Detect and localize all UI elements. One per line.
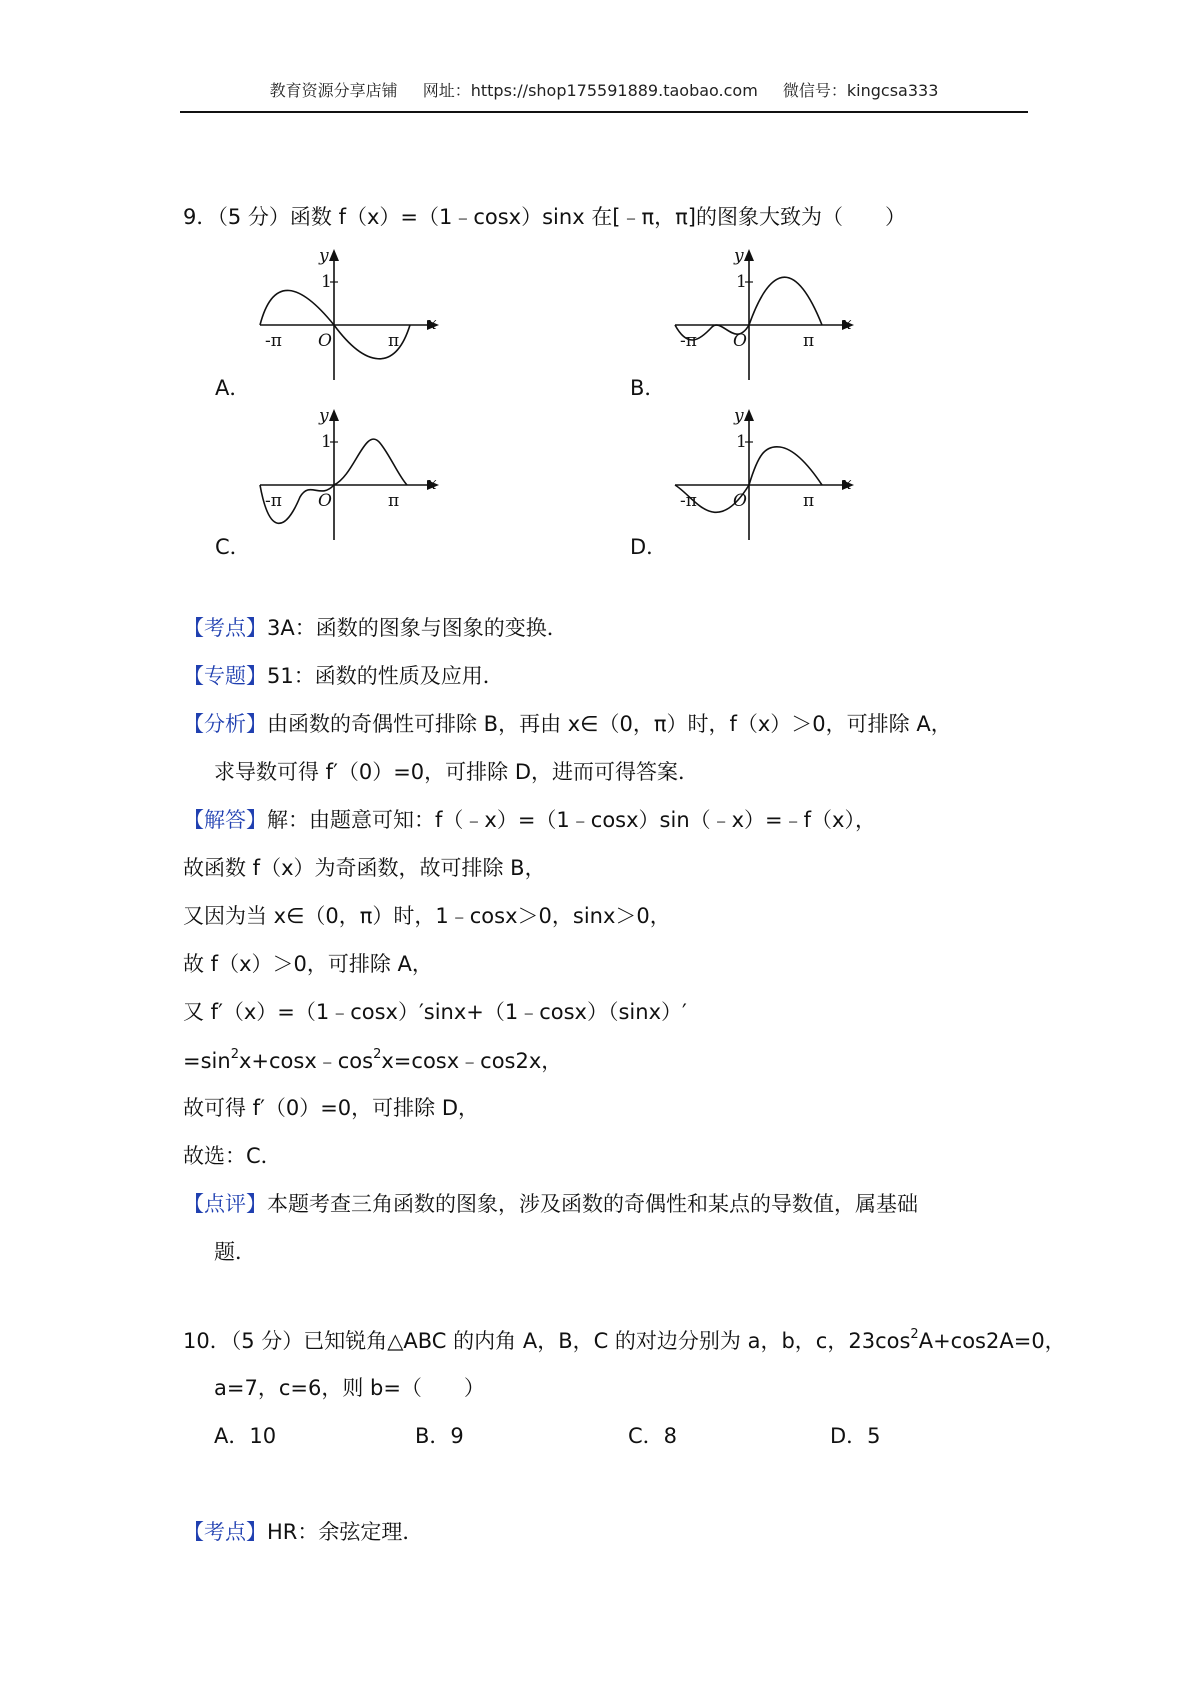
x-axis-label: x xyxy=(842,314,852,334)
q10-option-d[interactable]: D．5 xyxy=(830,1424,881,1448)
x-axis-label: x xyxy=(427,314,437,334)
q10-option-a[interactable]: A．10 xyxy=(214,1424,277,1448)
option-a-label[interactable]: A． xyxy=(215,376,251,400)
wechat-id: 微信号：kingcsa333 xyxy=(782,81,939,100)
option-c-label[interactable]: C． xyxy=(215,535,251,559)
option-d-label[interactable]: D． xyxy=(630,535,668,559)
x-axis-label: x xyxy=(427,474,437,494)
fenxi-text-2: 求导数可得 f′（0）=0，可排除 D，进而可得答案． xyxy=(214,760,699,784)
origin-label: O xyxy=(318,491,332,511)
x-tick-neg-pi: -π xyxy=(680,491,697,511)
y-tick-one: 1 xyxy=(321,272,332,292)
x-tick-pi: π xyxy=(803,331,815,351)
y-axis-label: y xyxy=(319,406,329,426)
solution-line-7: 故可得 f′（0）=0，可排除 D， xyxy=(183,1096,479,1120)
jieda-row xyxy=(183,810,876,831)
kaodian-tag: 【考点】 xyxy=(183,616,267,640)
q10-kaodian-row xyxy=(183,1522,423,1543)
x-tick-neg-pi: -π xyxy=(265,331,282,351)
fenxi-text-1: 由函数的奇偶性可排除 B，再由 x∈（0，π）时，f（x）＞0，可排除 A， xyxy=(267,712,952,736)
question-10-stem-part-b: A+cos2A=0， xyxy=(918,1329,1066,1353)
question-10-stem-part-a: 10．（5 分）已知锐角△ABC 的内角 A，B，C 的对边分别为 a，b，c，23cos xyxy=(183,1329,911,1353)
x-tick-pi: π xyxy=(388,331,400,351)
kaodian-text: 3A：函数的图象与图象的变换． xyxy=(267,616,568,640)
graph-option-d xyxy=(670,405,860,545)
q10-kaodian-text: HR：余弦定理． xyxy=(267,1520,424,1544)
solution-line-3: 又因为当 x∈（0，π）时，1﹣cosx＞0，sinx＞0， xyxy=(183,904,671,928)
origin-label: O xyxy=(318,331,332,351)
solution-line-4: 故 f（x）＞0，可排除 A， xyxy=(183,952,433,976)
graph-option-c xyxy=(255,405,445,545)
y-tick-one: 1 xyxy=(736,432,747,452)
kaodian-row xyxy=(183,618,568,639)
solution-line-5: 又 f′（x）=（1﹣cosx）′sinx+（1﹣cosx）（sinx）′ xyxy=(183,1000,687,1024)
x-axis-label: x xyxy=(842,474,852,494)
fenxi-tag: 【分析】 xyxy=(183,712,267,736)
shop-url[interactable]: 网址：https://shop175591889.taobao.com xyxy=(422,81,758,100)
y-axis-label: y xyxy=(319,246,329,266)
solution-line-6-part-a: =sin xyxy=(183,1049,231,1073)
zhuanti-text: 51：函数的性质及应用． xyxy=(267,664,504,688)
graph-option-b xyxy=(670,245,860,385)
dianping-text-1: 本题考查三角函数的图象，涉及函数的奇偶性和某点的导数值，属基础 xyxy=(267,1192,918,1216)
solution-line-2: 故函数 f（x）为奇函数，故可排除 B， xyxy=(183,856,546,880)
x-tick-pi: π xyxy=(803,491,815,511)
zhuanti-row xyxy=(183,666,504,687)
y-tick-one: 1 xyxy=(321,432,332,452)
exponent-1: 2 xyxy=(230,1047,239,1062)
dianping-tag: 【点评】 xyxy=(183,1192,267,1216)
header-divider xyxy=(180,111,1028,113)
fenxi-row xyxy=(183,714,952,735)
y-axis-label: y xyxy=(734,246,744,266)
origin-label: O xyxy=(733,331,747,351)
question-10-stem-line-2: a=7，c=6，则 b=（ ） xyxy=(214,1376,485,1400)
solution-line-6-part-c: x=cosx﹣cos2x， xyxy=(381,1049,563,1073)
y-axis-label: y xyxy=(734,406,744,426)
q10-option-b[interactable]: B．9 xyxy=(415,1424,464,1448)
shop-name: 教育资源分享店铺 xyxy=(269,81,398,100)
solution-line-6-part-b: x+cosx﹣cos xyxy=(238,1049,374,1073)
x-tick-pi: π xyxy=(388,491,400,511)
origin-label: O xyxy=(733,491,747,511)
zhuanti-tag: 【专题】 xyxy=(183,664,267,688)
q10-kaodian-tag: 【考点】 xyxy=(183,1520,267,1544)
jieda-text-1: 解：由题意可知：f（﹣x）=（1﹣cosx）sin（﹣x）=﹣f（x）， xyxy=(267,808,876,832)
solution-line-8: 故选：C． xyxy=(183,1144,282,1168)
question-9-stem: 9．（5 分）函数 f（x）=（1﹣cosx）sinx 在[﹣π，π]的图象大致为（ ） xyxy=(183,205,906,229)
dianping-text-2: 题． xyxy=(214,1240,256,1264)
x-tick-neg-pi: -π xyxy=(680,331,697,351)
graph-option-a xyxy=(255,245,445,385)
solution-line-6 xyxy=(183,1047,563,1073)
page-header xyxy=(180,78,1028,101)
q10-option-c[interactable]: C．8 xyxy=(628,1424,678,1448)
option-b-label[interactable]: B． xyxy=(630,376,666,400)
exponent-q10: 2 xyxy=(910,1327,919,1342)
y-tick-one: 1 xyxy=(736,272,747,292)
x-tick-neg-pi: -π xyxy=(265,491,282,511)
dianping-row xyxy=(183,1194,918,1215)
jieda-tag: 【解答】 xyxy=(183,808,267,832)
question-10-stem xyxy=(183,1327,1066,1353)
exponent-2: 2 xyxy=(373,1047,382,1062)
